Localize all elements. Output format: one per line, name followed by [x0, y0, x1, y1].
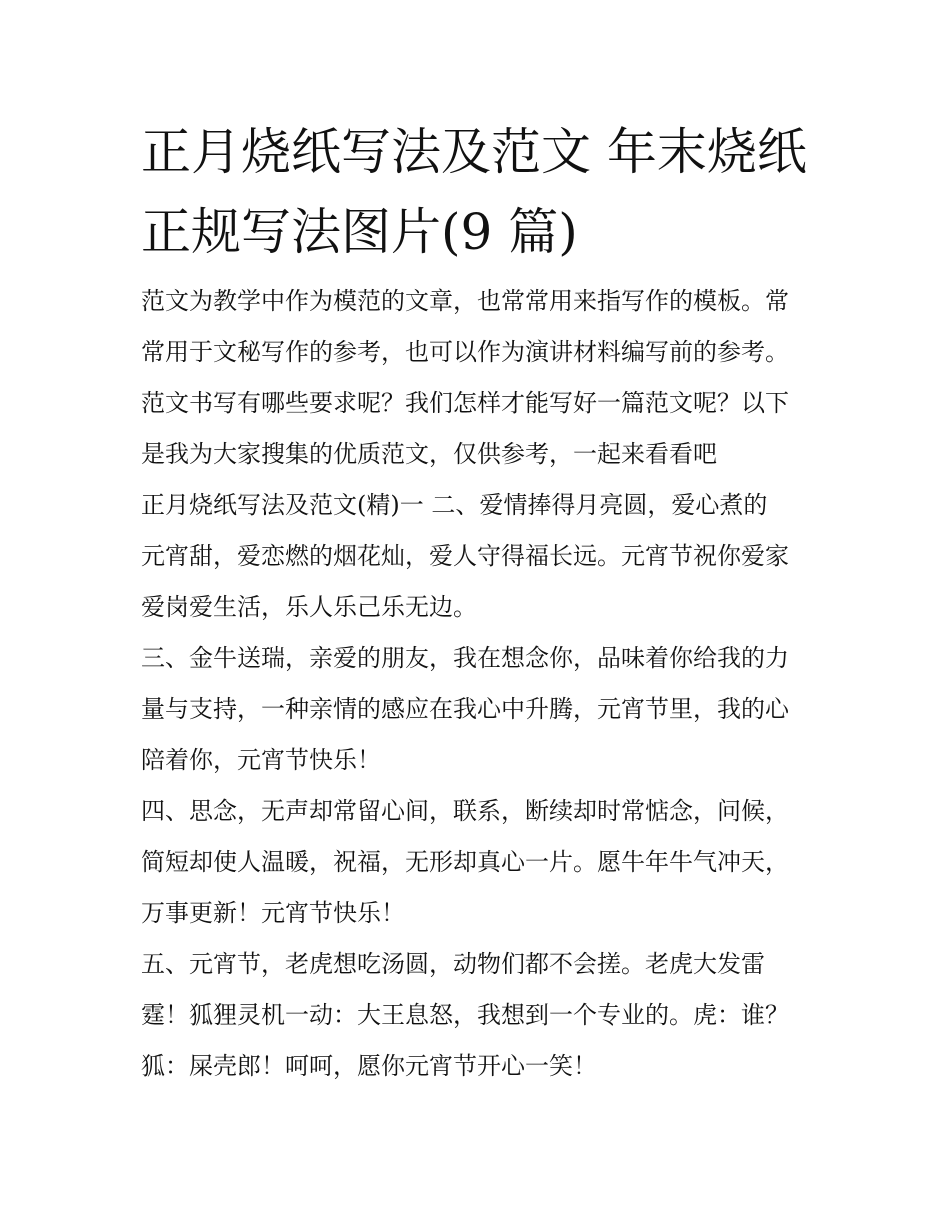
document-body	[141, 276, 821, 1092]
body-line: 范文为教学中作为模范的文章，也常常用来指写作的模板。常	[141, 287, 789, 315]
body-line: 是我为大家搜集的优质范文，仅供参考，一起来看看吧	[141, 440, 717, 468]
body-line: 三、金牛送瑞，亲爱的朋友，我在想念你，品味着你给我的力	[141, 644, 789, 672]
body-line: 简短却使人温暖，祝福，无形却真心一片。愿牛年牛气冲天，	[141, 848, 789, 876]
body-line: 狐：屎壳郎！呵呵，愿你元宵节开心一笑！	[141, 1052, 597, 1080]
body-line: 爱岗爱生活，乐人乐己乐无边。	[141, 593, 477, 621]
body-line: 四、思念，无声却常留心间，联系，断续却时常惦念，问候，	[141, 797, 789, 825]
title-line-2: 正规写法图片(9 篇)	[141, 203, 578, 261]
body-line: 范文书写有哪些要求呢？我们怎样才能写好一篇范文呢？以下	[141, 389, 789, 417]
body-line: 霆！狐狸灵机一动：大王息怒，我想到一个专业的。虎：谁？	[141, 1001, 789, 1029]
body-line: 万事更新！元宵节快乐！	[141, 899, 405, 927]
body-line: 陪着你，元宵节快乐！	[141, 746, 381, 774]
document-title	[141, 112, 821, 272]
body-line: 常用于文秘写作的参考，也可以作为演讲材料编写前的参考。	[141, 338, 789, 366]
title-line-1: 正月烧纸写法及范文 年末烧纸	[141, 123, 807, 181]
body-line: 五、元宵节，老虎想吃汤圆，动物们都不会搓。老虎大发雷	[141, 950, 765, 978]
body-line: 正月烧纸写法及范文(精)一 二、爱情捧得月亮圆，爱心煮的	[141, 491, 768, 519]
body-line: 量与支持，一种亲情的感应在我心中升腾，元宵节里，我的心	[141, 695, 789, 723]
body-line: 元宵甜，爱恋燃的烟花灿，爱人守得福长远。元宵节祝你爱家	[141, 542, 789, 570]
